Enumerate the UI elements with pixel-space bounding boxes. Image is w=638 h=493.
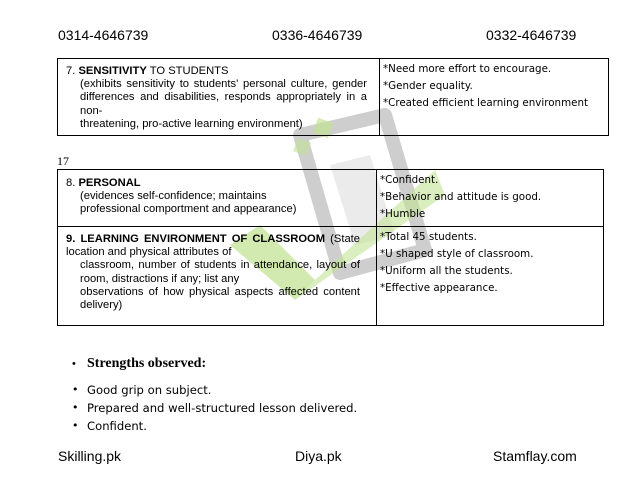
criterion-title: SENSITIVITY [78,65,147,77]
criterion-title: LEARNING ENVIRONMENT OF CLASSROOM [80,233,326,245]
observation-cell [377,170,604,227]
header-phone-2: 0336-4646739 [272,27,363,43]
criterion-desc-line: room, distractions if any; list any [80,272,240,285]
observation-line: *Effective appearance. [380,282,498,294]
criterion-title-suffix: TO STUDENTS [149,65,229,77]
criterion-desc-line: threatening, pro-active learning environment) [80,117,303,130]
list-item-text: Prepared and well-structured lesson delivered. [87,401,358,415]
criterion-desc-line: classroom, number of students in attendance, layout of [80,259,360,272]
list-item [72,417,357,435]
criterion-number: 8. [66,177,76,189]
list-item-text: Confident. [87,419,147,433]
observation-line: *Gender equality. [383,80,473,92]
strengths-heading: Strengths observed: [87,356,207,371]
criterion-number: 9. [66,233,76,245]
footer-site-1: Skilling.pk [58,448,122,464]
criterion-desc-line: (exhibits sensitivity to students' personal culture, gender [80,78,367,91]
observation-line: *U shaped style of classroom. [380,248,534,260]
page-number: 17 [57,154,69,168]
criterion-desc-line: (evidences self-confidence; maintains [80,190,267,203]
header-phone-3: 0332-4646739 [486,27,577,43]
list-item [72,381,357,399]
criterion-desc-line: delivery) [80,299,123,312]
observation-line: *Created efficient learning environment [383,97,589,109]
observation-line: *Confident. [380,174,439,186]
observation-cell [380,59,609,136]
observation-line: *Humble [380,208,426,220]
list-item [72,399,357,417]
criterion-desc-line: location and physical attributes of [66,246,232,259]
bullet-icon: • [72,419,79,432]
criterion-desc-line: differences and disabilities, responds appropriately in a non- [80,91,367,117]
strengths-heading-item [72,355,357,381]
observation-line: *Total 45 students. [380,231,477,243]
observation-line: *Uniform all the students. [380,265,513,277]
table-row [58,59,609,136]
header-phone-1: 0314-4646739 [58,27,149,43]
criterion-cell [58,227,377,326]
observation-cell [377,227,604,326]
criterion-title-suffix: (State [330,233,361,245]
table-row [58,227,604,326]
table-row [58,170,604,227]
criterion-cell [58,59,380,136]
evaluation-table-2 [57,169,604,326]
bullet-icon: • [72,383,79,396]
observation-line: *Need more effort to encourage. [383,63,552,75]
criterion-cell [58,170,377,227]
footer-site-3: Stamflay.com [493,448,577,464]
footer-site-2: Diya.pk [295,448,342,464]
evaluation-table-1 [57,58,609,136]
observation-line: *Behavior and attitude is good. [380,191,542,203]
list-item-text: Good grip on subject. [87,383,212,397]
criterion-number: 7. [66,65,76,77]
criterion-desc-line: observations of how physical aspects affected content [80,285,360,298]
criterion-desc-line: professional comportment and appearance) [80,203,297,216]
criterion-title: PERSONAL [78,177,141,189]
bullet-icon: • [72,401,79,414]
bullet-icon: • [72,358,76,370]
strengths-list [72,355,357,435]
